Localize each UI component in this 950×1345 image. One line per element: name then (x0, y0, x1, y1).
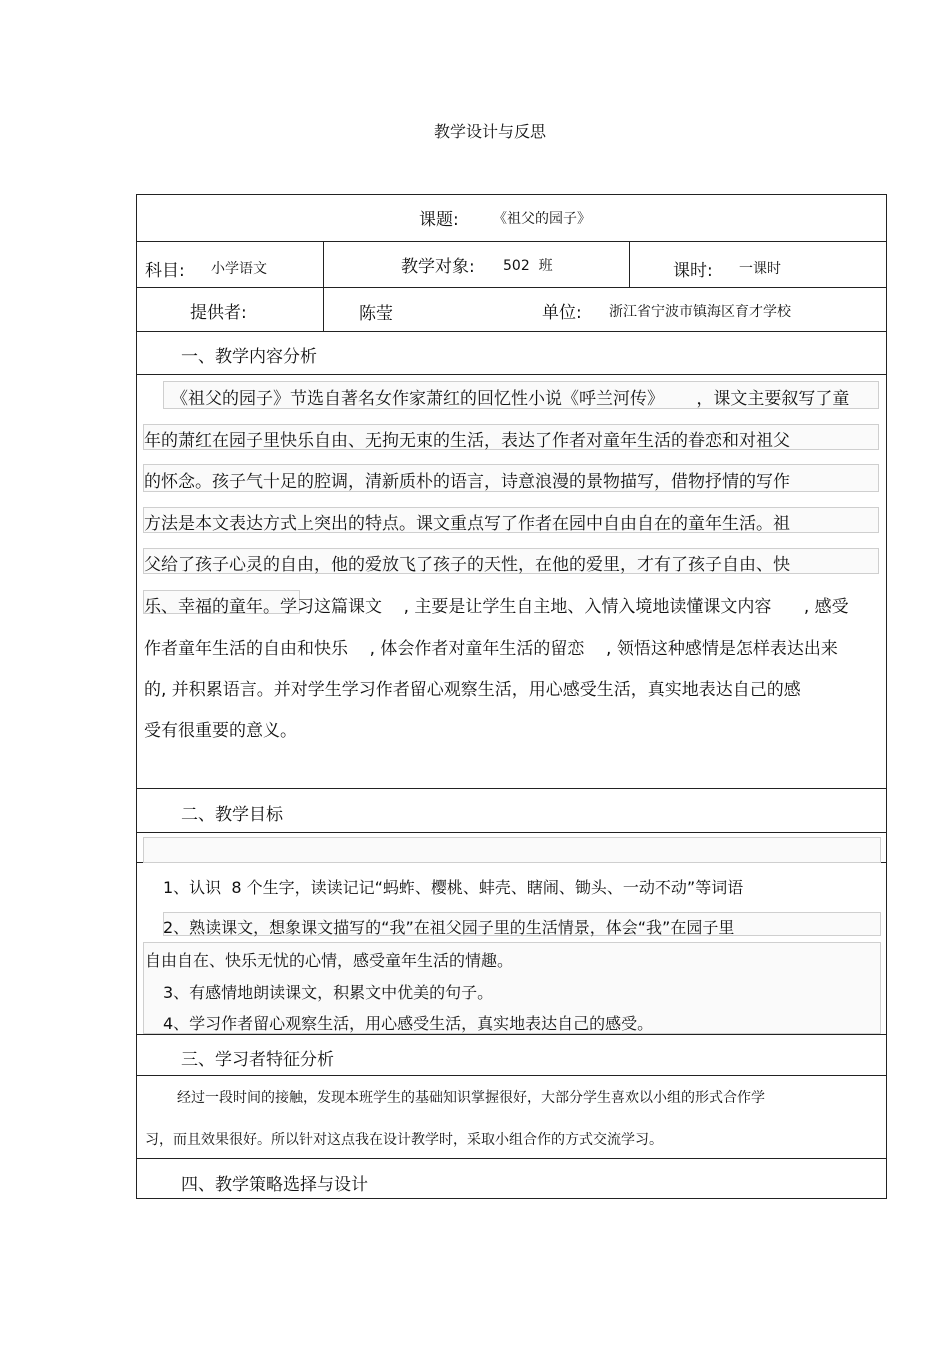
paragraph-line: 方法是本文表达方式上突出的特点。课文重点写了作者在园中自由自在的童年生活。祖 (144, 514, 790, 534)
paragraph-line: 的怀念。孩子气十足的腔调，清新质朴的语言，诗意浪漫的景物描写，借物抒情的写作 (144, 472, 790, 492)
row-divider (136, 374, 887, 375)
row-divider (136, 788, 887, 789)
row-divider (136, 832, 887, 833)
lesson-label: 课题: (419, 210, 459, 230)
paragraph-line: 的, 并积累语言。并对学生学习作者留心观察生活，用心感受生活，真实地表达自己的感 (144, 680, 801, 700)
row-divider (136, 1198, 887, 1199)
unit-label: 单位: (542, 303, 582, 323)
row-divider (136, 331, 887, 332)
right-border (886, 194, 887, 1198)
objective-item: 4、学习作者留心观察生活，用心感受生活，真实地表达自己的感受。 (163, 1014, 654, 1033)
paragraph-line: 作者童年生活的自由和快乐 , 体会作者对童年生活的留恋 , 领悟这种感情是怎样表达出来 (144, 639, 838, 659)
text-box-frame (143, 837, 881, 863)
section-heading: 一、教学内容分析 (181, 347, 317, 367)
document-title: 教学设计与反思 (433, 122, 546, 141)
paragraph-line: 年的萧红在园子里快乐自由、无拘无束的生活，表达了作者对童年生活的眷恋和对祖父 (144, 431, 790, 451)
objective-item: 1、认识 8 个生字，读读记记“蚂蚱、樱桃、蚌壳、瞎闹、锄头、一动不动”等词语 (163, 878, 744, 897)
paragraph-line: 经过一段时间的接触，发现本班学生的基础知识掌握很好，大部分学生喜欢以小组的形式合作学 (177, 1090, 765, 1106)
audience-label: 教学对象: (401, 257, 475, 277)
left-border (136, 194, 137, 1198)
row-divider (136, 1158, 887, 1159)
row-divider (136, 194, 887, 195)
row-divider (136, 1034, 887, 1035)
row-divider (136, 1075, 887, 1076)
objective-item: 2、熟读课文，想象课文描写的“我”在祖父园子里的生活情景，体会“我”在园子里 (163, 918, 735, 937)
paragraph-line: 父给了孩子心灵的自由，他的爱放飞了孩子的天性，在他的爱里，才有了孩子自由、快 (144, 555, 790, 575)
period-label: 课时: (673, 261, 713, 281)
row-divider (136, 287, 887, 288)
column-divider (629, 241, 630, 287)
paragraph-line: 受有很重要的意义。 (144, 721, 297, 741)
unit-value: 浙江省宁波市镇海区育才学校 (609, 304, 791, 320)
paragraph-line: 乐、幸福的童年。学习这篇课文 , 主要是让学生自主地、入情入境地读懂课文内容 , 感受 (144, 597, 849, 617)
provider-label: 提供者: (190, 303, 247, 323)
section-heading: 三、学习者特征分析 (181, 1050, 334, 1070)
paragraph-line: 习，而且效果很好。所以针对这点我在设计教学时，采取小组合作的方式交流学习。 (145, 1132, 663, 1148)
section-heading: 四、教学策略选择与设计 (181, 1175, 368, 1195)
row-divider (136, 241, 887, 242)
objective-item: 自由自在、快乐无忧的心情，感受童年生活的情趣。 (145, 951, 514, 970)
column-divider (323, 241, 324, 331)
subject-value: 小学语文 (211, 261, 267, 277)
paragraph-line: 《祖父的园子》节选自著名女作家萧红的回忆性小说《呼兰河传》 ，课文主要叙写了童 (171, 389, 850, 409)
audience-value: 502 班 (503, 258, 553, 274)
subject-label: 科目: (145, 261, 185, 281)
period-value: 一课时 (739, 261, 781, 277)
objective-item: 3、有感情地朗读课文，积累文中优美的句子。 (163, 983, 494, 1002)
lesson-title: 《祖父的园子》 (493, 211, 591, 227)
provider-name: 陈莹 (359, 304, 393, 324)
section-heading: 二、教学目标 (181, 805, 283, 825)
